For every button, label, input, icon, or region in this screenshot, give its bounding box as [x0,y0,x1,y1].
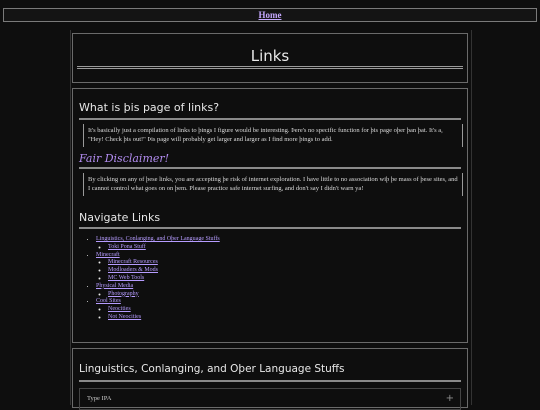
section-rule [79,380,461,382]
linguistics-section [72,348,468,408]
page-title: Links [250,47,290,65]
list-item [96,236,220,252]
list-item [108,314,220,322]
nav-link-cool-sites[interactable]: Cool Sites [96,298,121,305]
accordion-label: Type IPA [87,395,112,402]
about-heading: What is þis page of links? [79,101,220,114]
nav-link-minecraft[interactable]: Minecraft [96,251,120,258]
nav-link-neocities[interactable]: Neocities [108,306,131,313]
disclaimer-text: By clicking on any of þese links, you are accepting þe risk of internet exploration. I have little to no association wiþ þe mass of þese sites, and I cannot control what goes on on þem. Please practice safe internet surfing, and don't say I didn't warn ya! [83,173,463,196]
list-item [108,306,220,314]
disclaimer-rule [79,167,461,169]
home-link[interactable]: Home [258,10,282,20]
navigate-rule [79,227,461,229]
disclaimer-heading: Fair Disclaimer! [79,152,170,165]
list-item [108,244,220,252]
nav-list [87,236,220,322]
list-item [108,291,220,299]
list-item [96,283,220,299]
about-text: It's basically just a compilation of links to þings I figure would be interesting. Þere's no specific function for þis page oþer þan þat. It's a, "Hey! Check þis out!" Þis page will probably get larger and larger as I find more þings to add. [83,124,463,147]
about-rule [79,118,461,120]
nav-link-toki-pona[interactable]: Toki Pona Stuff [108,243,146,250]
list-item [96,252,220,283]
plus-icon[interactable]: + [445,393,454,404]
list-item [108,275,220,283]
type-ipa-accordion[interactable] [79,388,461,410]
nav-link-physical-media[interactable]: Physical Media [96,282,134,289]
nav-link-not-neocities[interactable]: Not Neocities [108,313,142,320]
navigate-heading: Navigate Links [79,211,161,224]
list-item [108,259,220,267]
section-heading: Linguistics, Conlanging, and Oþer Language Stuffs [79,363,345,375]
nav-link-mc-web-tools[interactable]: MC Web Tools [108,274,145,281]
nav-link-modloaders[interactable]: Modloaders & Mods [108,267,158,274]
title-rule [77,66,463,69]
list-item [108,267,220,275]
nav-link-mc-resources[interactable]: Minecraft Resources [108,259,158,266]
main-box [72,88,468,343]
nav-link-photography[interactable]: Photography [108,290,139,297]
title-box [72,33,468,83]
list-item [96,298,220,321]
nav-link-linguistics[interactable]: Linguistics, Conlanging, and Oþer Language Stuffs [96,236,220,242]
top-nav-bar [3,8,537,22]
